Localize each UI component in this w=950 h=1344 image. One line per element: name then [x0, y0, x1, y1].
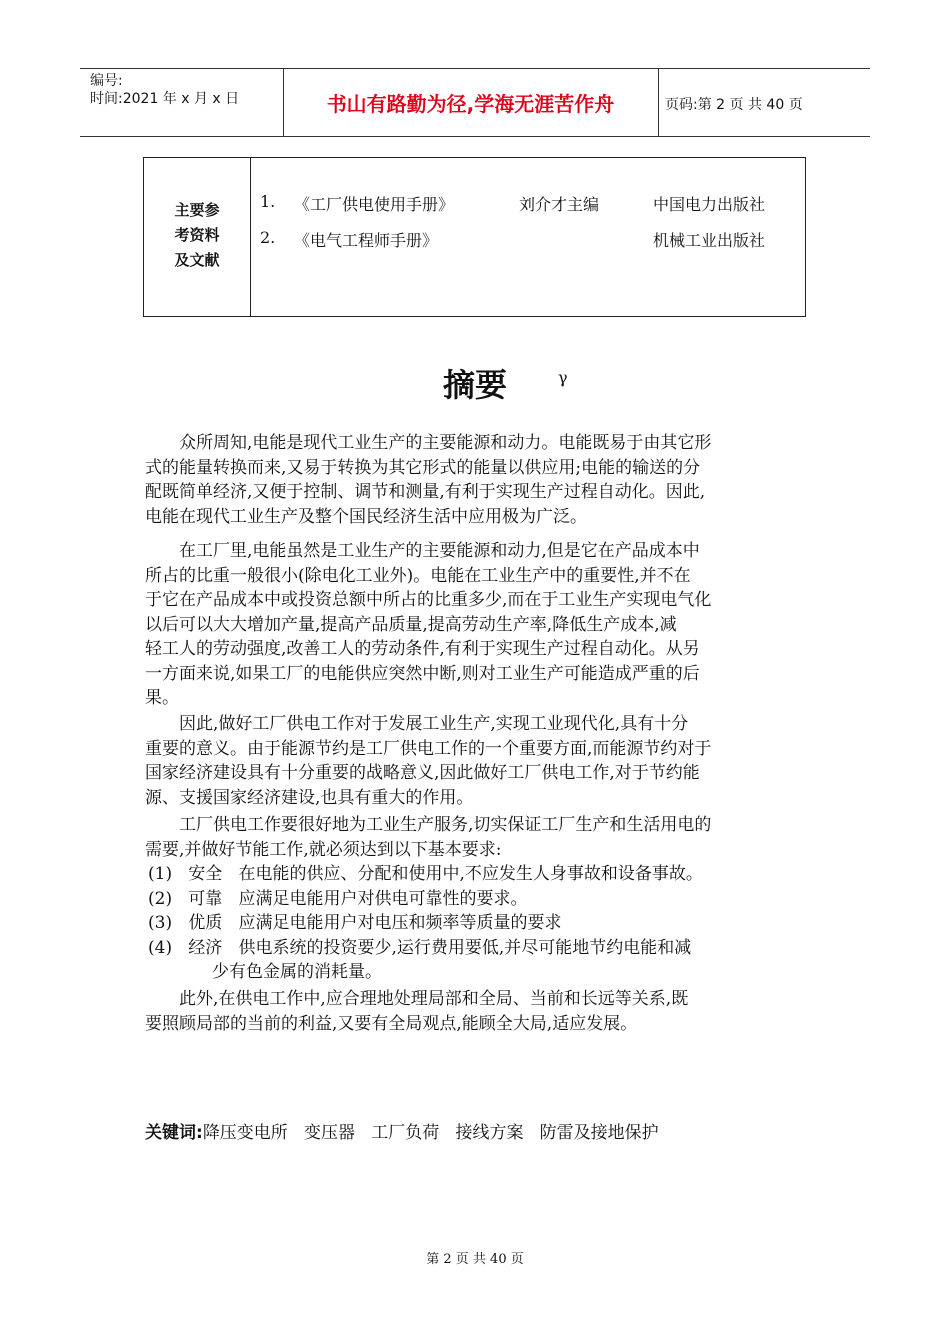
requirement-item: (3) 优质 应满足电能用户对电压和频率等质量的要求: [148, 913, 562, 933]
header-motto: 书山有路勤为径,学海无涯苦作舟: [326, 91, 615, 116]
paragraph-line: 工厂供电工作要很好地为工业生产服务,切实保证工厂生产和生活用电的: [179, 815, 712, 835]
keywords-line: [145, 1118, 659, 1143]
header-meta: [90, 72, 239, 108]
paragraph-line: 于它在产品成本中或投资总额中所占的比重多少,而在于工业生产实现电气化: [145, 590, 712, 610]
paragraph-line: 电能在现代工业生产及整个国民经济生活中应用极为广泛。: [145, 506, 587, 527]
paragraph-line: 需要,并做好节能工作,就必须达到以下基本要求:: [145, 839, 502, 860]
page-title: 摘要: [442, 366, 507, 404]
reference-title: 《电气工程师手册》: [294, 231, 439, 250]
references-divider: [250, 158, 251, 316]
requirement-item: (2) 可靠 应满足电能用户对供电可靠性的要求。: [148, 888, 528, 909]
header-bottom-rule: [80, 136, 870, 137]
header-page-info: 页码:第 2 页 共 40 页: [665, 97, 803, 113]
reference-number: 1.: [260, 192, 276, 211]
keywords-list: 降压变电所 变压器 工厂负荷 接线方案 防雷及接地保护: [202, 1123, 659, 1143]
paragraph-line: 以后可以大大增加产量,提高产品质量,提高劳动生产率,降低生产成本,减: [145, 614, 677, 635]
paragraph-line: 一方面来说,如果工厂的电能供应突然中断,则对工业生产可能造成严重的后: [145, 663, 700, 684]
paragraph-line: 重要的意义。由于能源节约是工厂供电工作的一个重要方面,而能源节约对于: [145, 738, 712, 759]
reference-author: 刘介才主编: [519, 195, 600, 214]
requirement-item: (4) 经济 供电系统的投资要少,运行费用要低,并尽可能地节约电能和减: [148, 937, 692, 958]
references-label-line: 及文献: [174, 251, 220, 269]
references-table: [143, 157, 806, 317]
paragraph-line: 轻工人的劳动强度,改善工人的劳动条件,有利于实现生产过程自动化。从另: [145, 639, 700, 659]
references-label: [144, 198, 250, 273]
reference-title: 《工厂供电使用手册》: [294, 195, 455, 214]
paragraph-line: 众所周知,电能是现代工业生产的主要能源和动力。电能既易于由其它形: [179, 433, 712, 453]
reference-number: 2.: [260, 228, 276, 247]
paragraph-line: 所占的比重一般很小(除电化工业外)。电能在工业生产中的重要性,并不在: [145, 565, 691, 586]
paragraph-line: 式的能量转换而来,又易于转换为其它形式的能量以供应用;电能的输送的分: [145, 457, 701, 478]
requirement-item-continued: 少有色金属的消耗量。: [212, 962, 382, 982]
paragraph-line: 国家经济建设具有十分重要的战略意义,因此做好工厂供电工作,对于节约能: [145, 763, 700, 783]
header-divider: [658, 68, 659, 136]
page-footer: 第 2 页 共 40 页: [426, 1252, 524, 1267]
paragraph-line: 配既简单经济,又便于控制、调节和测量,有利于实现生产过程自动化。因此,: [145, 482, 706, 502]
page-header: [80, 68, 870, 136]
paragraph-line: 要照顾局部的当前的利益,又要有全局观点,能顾全大局,适应发展。: [145, 1013, 638, 1034]
references-label-line: 主要参: [174, 201, 220, 219]
requirement-item: (1) 安全 在电能的供应、分配和使用中,不应发生人身事故和设备事故。: [148, 864, 703, 884]
paragraph-line: 因此,做好工厂供电工作对于发展工业生产,实现工业现代化,具有十分: [179, 714, 689, 734]
reference-publisher: 中国电力出版社: [653, 195, 766, 214]
paragraph-line: 源、支援国家经济建设,也具有重大的作用。: [145, 787, 474, 808]
paragraph-line: 在工厂里,电能虽然是工业生产的主要能源和动力,但是它在产品成本中: [179, 541, 700, 561]
title-mark: γ: [558, 368, 568, 387]
reference-publisher: 机械工业出版社: [653, 231, 766, 250]
time-label: 时间:2021 年 x 月 x 日: [90, 91, 240, 107]
references-label-line: 考资料: [174, 226, 220, 244]
keywords-label: 关键词:: [145, 1123, 203, 1143]
code-label: 编号:: [90, 73, 123, 89]
paragraph-line: 果。: [145, 688, 179, 708]
paragraph-line: 此外,在供电工作中,应合理地处理局部和全局、当前和长远等关系,既: [179, 989, 689, 1009]
